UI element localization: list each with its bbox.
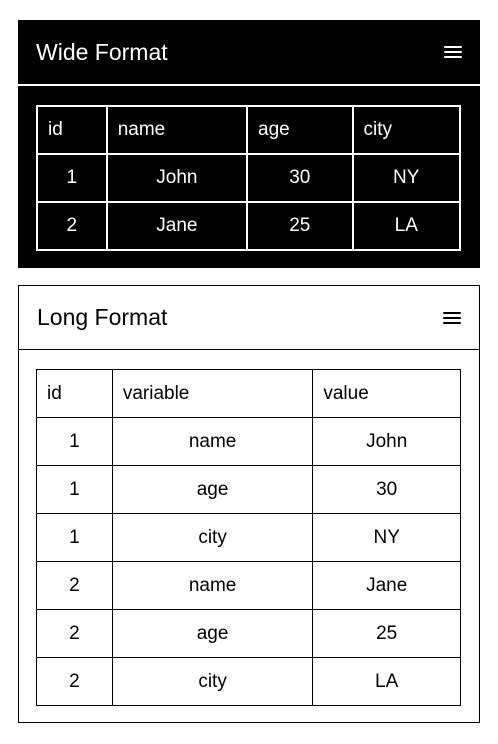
table-row (37, 610, 461, 658)
long-format-card (18, 285, 480, 723)
column-header-city: city (353, 106, 460, 154)
table-row (37, 466, 461, 514)
cell-id: 1 (37, 154, 107, 202)
cell-age: 30 (247, 154, 353, 202)
cell-name: John (107, 154, 247, 202)
column-header-variable: variable (112, 370, 313, 418)
column-header-value: value (313, 370, 461, 418)
cell-id: 2 (37, 562, 113, 610)
column-header-id: id (37, 370, 113, 418)
cell-value: 30 (313, 466, 461, 514)
cell-id: 1 (37, 466, 113, 514)
long-format-header (19, 286, 479, 350)
table-row (37, 514, 461, 562)
cell-value: Jane (313, 562, 461, 610)
cell-id: 2 (37, 658, 113, 706)
hamburger-menu-icon[interactable] (443, 310, 461, 326)
cell-variable: name (112, 418, 313, 466)
cell-variable: name (112, 562, 313, 610)
long-format-table (36, 369, 461, 706)
cell-value: John (313, 418, 461, 466)
cell-id: 2 (37, 202, 107, 250)
cell-id: 1 (37, 514, 113, 562)
cell-variable: city (112, 658, 313, 706)
table-row (37, 562, 461, 610)
cell-value: 25 (313, 610, 461, 658)
table-row (37, 418, 461, 466)
hamburger-menu-icon[interactable] (444, 44, 462, 60)
table-header-row (37, 106, 460, 154)
cell-city: LA (353, 202, 460, 250)
cell-age: 25 (247, 202, 353, 250)
cell-id: 1 (37, 418, 113, 466)
cell-variable: age (112, 610, 313, 658)
wide-format-table (36, 105, 461, 251)
cell-id: 2 (37, 610, 113, 658)
column-header-name: name (107, 106, 247, 154)
cell-value: NY (313, 514, 461, 562)
wide-format-card (18, 20, 480, 268)
cell-name: Jane (107, 202, 247, 250)
table-row (37, 202, 460, 250)
table-row (37, 154, 460, 202)
wide-format-header (18, 20, 480, 86)
cell-value: LA (313, 658, 461, 706)
wide-format-title: Wide Format (36, 38, 168, 65)
table-header-row (37, 370, 461, 418)
cell-city: NY (353, 154, 460, 202)
table-row (37, 658, 461, 706)
column-header-id: id (37, 106, 107, 154)
column-header-age: age (247, 106, 353, 154)
cell-variable: city (112, 514, 313, 562)
cell-variable: age (112, 466, 313, 514)
long-format-title: Long Format (37, 304, 168, 330)
